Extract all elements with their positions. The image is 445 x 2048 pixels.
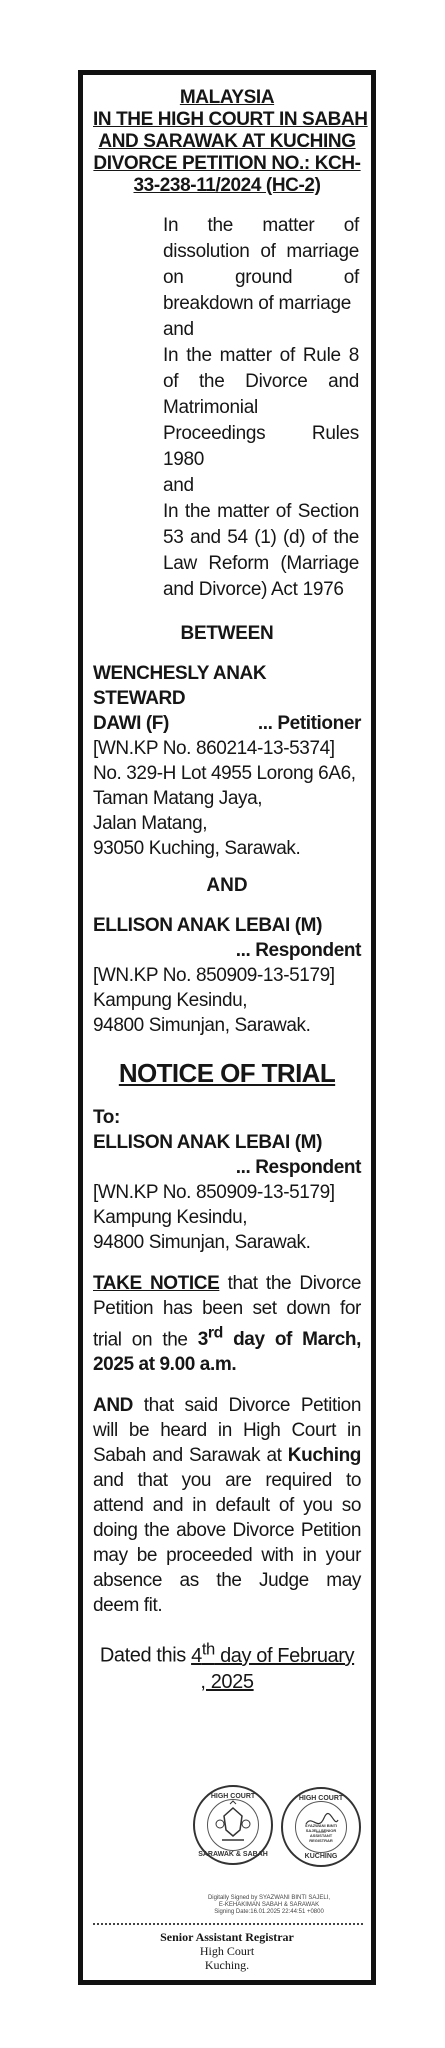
to-label: To: [93, 1107, 120, 1128]
matter-rule-8: In the matter of Rule 8 of the Divorce and Matrimonial Proceedings Rules 1980 [163, 345, 359, 470]
digital-sign-line: Digitally Signed by SYAZWANI BINTI SAJELI, [207, 1895, 331, 1901]
court-seal-right [281, 1787, 361, 1867]
petitioner-name-row [93, 711, 361, 736]
dated-day: 4 [191, 1644, 202, 1667]
hearing-paragraph [93, 1393, 361, 1618]
coat-of-arms-icon [207, 1799, 259, 1851]
petitioner-name-cont: DAWI (F) [93, 713, 169, 734]
trial-day-suffix: rd [207, 1325, 223, 1342]
header-country: MALAYSIA [179, 87, 275, 108]
respondent-block [93, 913, 361, 1038]
hearing-text-cont: and that you are required to attend and in default of you so doing the above Divorce Petition may be proceeded with in your absence as the Judge may deem fit. [93, 1470, 361, 1617]
respondent-name: ELLISON ANAK LEBAI (M) [93, 915, 323, 936]
signature-dotted-line [93, 1923, 363, 1925]
matter-and: and [163, 319, 194, 340]
notice-title: NOTICE OF TRIAL [118, 1058, 336, 1088]
respondent-ic: [WN.KP No. 850909-13-5179] [93, 965, 335, 986]
take-notice-text: that the Divorce Petition has been set down for trial on the [93, 1273, 362, 1351]
court-seal-left [193, 1785, 273, 1865]
registrar-block [83, 1930, 371, 1972]
dated-prefix: Dated this [99, 1644, 192, 1667]
addressee-block [93, 1105, 361, 1255]
take-notice-paragraph [93, 1271, 361, 1377]
case-header [93, 87, 368, 197]
seal-left-bottom: SARAWAK & SABAH [198, 1851, 268, 1858]
seal-left-top: HIGH COURT [210, 1793, 256, 1800]
matter-section-53: In the matter of Section 53 and 54 (1) (d) of the Law Reform (Marriage and Divorce) Act 1976 [163, 501, 359, 600]
dated-day-suffix: th [201, 1639, 215, 1659]
addressee-ic: [WN.KP No. 850909-13-5179] [93, 1182, 335, 1203]
between-label: BETWEEN [180, 623, 274, 644]
addressee-address: 94800 Simunjan, Sarawak. [93, 1232, 311, 1253]
petitioner-address: Taman Matang Jaya, [93, 788, 263, 809]
notice-document [78, 70, 376, 1985]
hearing-lead: AND [93, 1395, 133, 1417]
registrar-court: High Court [199, 1944, 255, 1958]
petitioner-address: 93050 Kuching, Sarawak. [93, 838, 301, 859]
header-petition-no: DIVORCE PETITION NO.: KCH- [93, 153, 361, 174]
dated-month: day of February [214, 1644, 355, 1667]
trial-day: 3 [197, 1329, 208, 1351]
respondent-address: Kampung Kesindu, [93, 990, 248, 1011]
header-petition-no-cont: 33-238-11/2024 (HC-2) [133, 175, 321, 196]
matter-and: and [163, 475, 194, 496]
petitioner-block [93, 661, 361, 861]
petitioner-role: ... Petitioner [257, 713, 361, 734]
digital-signature [169, 1895, 369, 1916]
digital-sign-line: Signing Date:16.01.2025 22:44:51 +0800 [214, 1909, 324, 1915]
addressee-name: ELLISON ANAK LEBAI (M) [93, 1132, 323, 1153]
matter-dissolution: In the matter of dissolution of marriage on ground of breakdown of marriage [163, 215, 359, 314]
registrar-place: Kuching. [204, 1958, 250, 1972]
petitioner-address: Jalan Matang, [93, 813, 208, 834]
petitioner-address: No. 329-H Lot 4955 Lorong 6A6, [93, 763, 356, 784]
seal-right-top: HIGH COURT [298, 1795, 344, 1802]
seal-right-center: SYAZWANI BINTI SAJELI SENIOR ASSISTANT REGISTRAR [304, 1823, 338, 1843]
and-label: AND [206, 875, 248, 896]
addressee-role: ... Respondent [235, 1157, 361, 1178]
hearing-place: Kuching [287, 1445, 361, 1467]
dated-year: , 2025 [200, 1670, 254, 1693]
addressee-address: Kampung Kesindu, [93, 1207, 248, 1228]
respondent-address: 94800 Simunjan, Sarawak. [93, 1015, 311, 1036]
trial-date-time: day of March, 2025 at 9.00 a.m. [93, 1329, 361, 1376]
digital-sign-line: E-KEHAKIMAN SABAH & SARAWAK [218, 1902, 320, 1908]
petitioner-ic: [WN.KP No. 860214-13-5374] [93, 738, 335, 759]
header-court: IN THE HIGH COURT IN SABAH [93, 109, 368, 130]
petitioner-name: WENCHESLY ANAK STEWARD [93, 663, 267, 709]
header-court-place: AND SARAWAK AT KUCHING [98, 131, 356, 152]
hearing-text: that said Divorce Petition will be heard in High Court in Sabah and Sarawak at [93, 1395, 361, 1467]
take-notice-lead: TAKE NOTICE [93, 1273, 220, 1294]
court-seals [193, 1785, 363, 1895]
matter-block [163, 213, 359, 603]
dated-line [83, 1636, 371, 1695]
registrar-title: Senior Assistant Registrar [160, 1930, 294, 1944]
seal-right-bottom: KUCHING [304, 1853, 338, 1860]
respondent-role: ... Respondent [235, 940, 361, 961]
